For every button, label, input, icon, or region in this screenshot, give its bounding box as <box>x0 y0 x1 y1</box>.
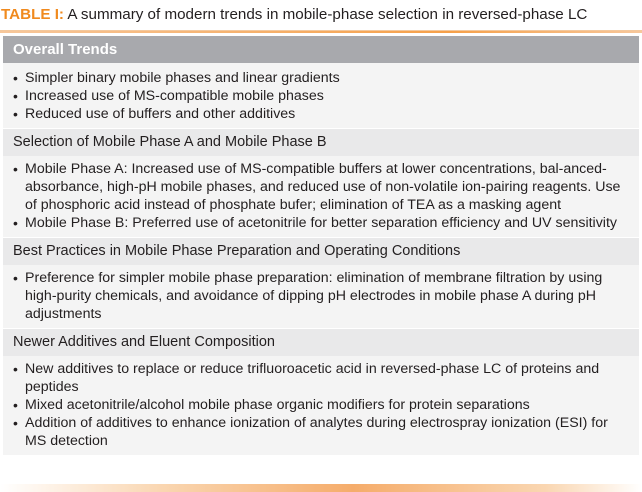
bullet-icon: • <box>13 215 18 231</box>
list-item-text: Reduced use of buffers and other additives <box>25 106 296 122</box>
bullet-icon: • <box>13 361 18 377</box>
section-body-mobile-phase-selection <box>3 156 639 238</box>
bullet-icon: • <box>13 397 18 413</box>
section-header-best-practices: Best Practices in Mobile Phase Preparation and Operating Conditions <box>3 238 639 265</box>
list-item <box>13 69 629 87</box>
table-caption-text: A summary of modern trends in mobile-phase selection in reversed-phase LC <box>67 6 588 23</box>
bullet-icon: • <box>13 270 18 286</box>
bullet-icon: • <box>13 88 18 104</box>
list-item-text: New additives to replace or reduce trifluoroacetic acid in reversed-phase LC of proteins and peptides <box>25 361 600 395</box>
list-item <box>13 360 629 396</box>
bullet-icon: • <box>13 106 18 122</box>
bottom-rule <box>0 484 642 492</box>
section-header-newer-additives: Newer Additives and Eluent Composition <box>3 329 639 356</box>
list-item-text: Mobile Phase B: Preferred use of acetonitrile for better separation efficiency and UV sensitivity <box>25 215 617 231</box>
table-caption <box>0 0 642 31</box>
list-item-text: Addition of additives to enhance ionization of analytes during electrospray ionization (ESI) for MS detection <box>25 415 608 449</box>
section-body-overall-trends <box>3 63 639 129</box>
list-item <box>13 269 629 323</box>
list-item-text: Simpler binary mobile phases and linear gradients <box>25 70 340 86</box>
bullet-icon: • <box>13 415 18 431</box>
section-header-mobile-phase-selection: Selection of Mobile Phase A and Mobile Phase B <box>3 129 639 156</box>
list-item-text: Increased use of MS-compatible mobile phases <box>25 88 324 104</box>
list-item <box>13 105 629 123</box>
list-item <box>13 414 629 450</box>
section-header-overall-trends: Overall Trends <box>3 36 639 63</box>
list-item <box>13 87 629 105</box>
list-item <box>13 160 629 214</box>
list-item <box>13 214 629 232</box>
list-item-text: Mobile Phase A: Increased use of MS-compatible buffers at lower concentrations, bal-anced-absorbance, high-pH mobile phases, and reduced use of non-volatile ion-pairing reagents. Use of phosphoric acid instead of phosphate bufer; elimination of TEA as a masking agent <box>25 161 621 213</box>
table-caption-label: TABLE I: <box>1 6 64 23</box>
list-item <box>13 396 629 414</box>
bullet-icon: • <box>13 161 18 177</box>
caption-rule <box>0 31 642 33</box>
section-body-newer-additives <box>3 356 639 456</box>
section-body-best-practices <box>3 265 639 329</box>
list-item-text: Preference for simpler mobile phase preparation: elimination of membrane filtration by using high-purity chemicals, and avoidance of dipping pH electrodes in mobile phase A during pH adjustments <box>25 270 603 322</box>
list-item-text: Mixed acetonitrile/alcohol mobile phase organic modifiers for protein separations <box>25 397 530 413</box>
bullet-icon: • <box>13 70 18 86</box>
